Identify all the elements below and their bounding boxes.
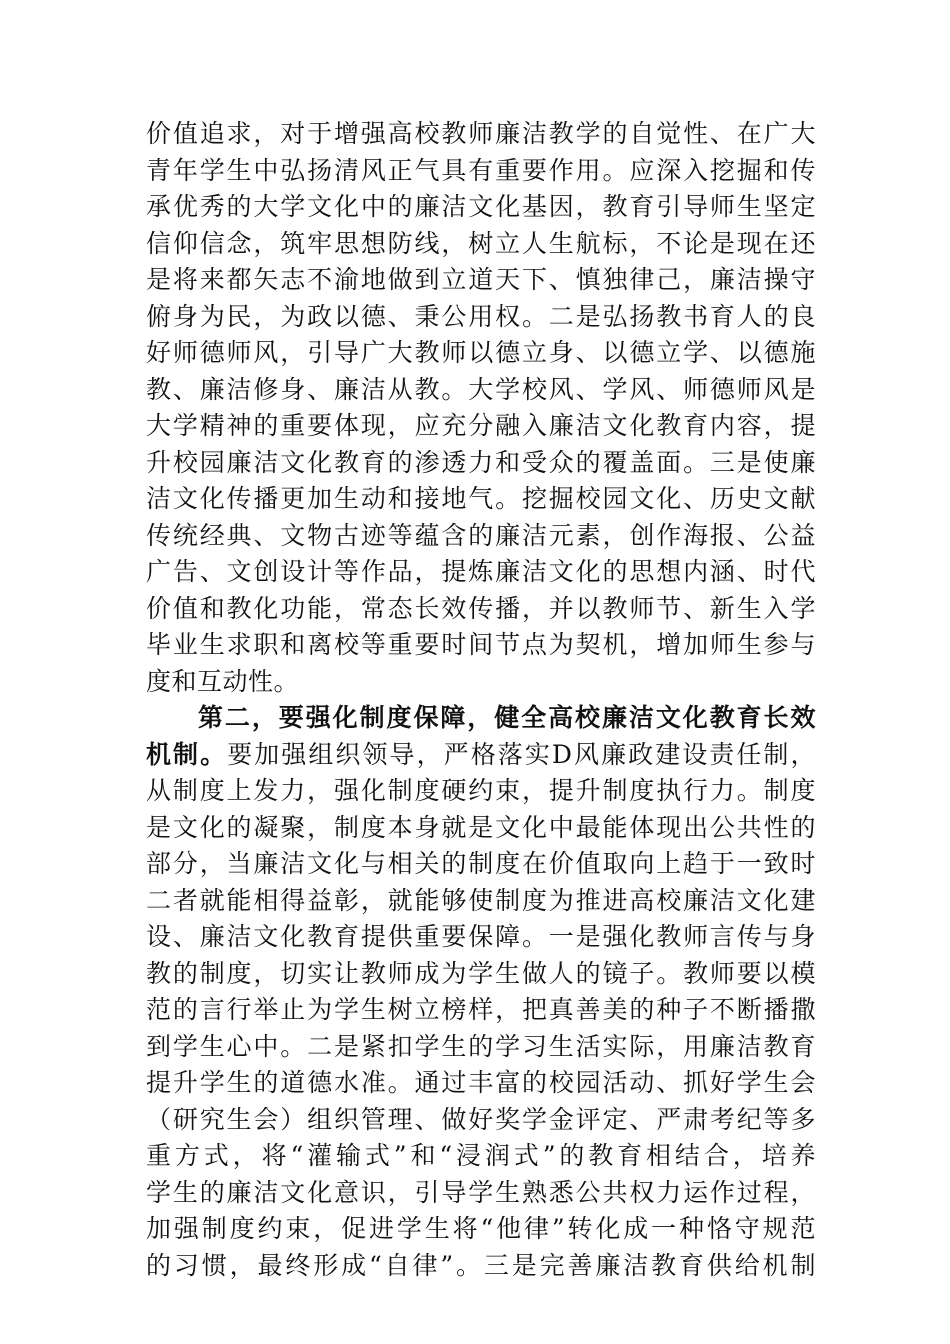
text-line: 洁文化传播更加生动和接地气。挖掘校园文化、历史文献 (146, 484, 816, 513)
text-line: 部分，当廉洁文化与相关的制度在价值取向上趋于一致时 (146, 849, 816, 878)
text-line: 青年学生中弘扬清风正气具有重要作用。应深入挖掘和传 (146, 155, 816, 185)
text-line: 二者就能相得益彰，就能够使制度为推进高校廉洁文化建 (146, 885, 816, 915)
text-line: 教、廉洁修身、廉洁从教。大学校风、学风、师德师风是 (146, 374, 816, 404)
text-line: 是将来都矢志不渝地做到立道天下、慎独律己，廉洁操守 (146, 265, 816, 294)
text-line: 承优秀的大学文化中的廉洁文化基因，教育引导师生坚定 (146, 192, 816, 221)
text-line (146, 737, 816, 774)
text-line: 广告、文创设计等作品，提炼廉洁文化的思想内涵、时代 (146, 557, 816, 586)
paragraph-2 (146, 700, 816, 1284)
text-span: 要加强组织领导，严格落实D风廉政建设责任制， (227, 739, 816, 769)
text-line: 价值追求，对于增强高校教师廉洁教学的自觉性、在广大 (146, 119, 816, 148)
text-line: 学生的廉洁文化意识，引导学生熟悉公共权力运作过程， (146, 1177, 816, 1207)
text-line: 设、廉洁文化教育提供重要保障。一是强化教师言传与身 (146, 922, 816, 951)
text-line: 是文化的凝聚，制度本身就是文化中最能体现出公共性的 (146, 812, 816, 842)
text-line: 加强制度约束，促进学生将“他律”转化成一种恪守规范 (146, 1214, 816, 1243)
text-line: 度和互动性。 (146, 666, 300, 696)
section-heading: 第二，要强化制度保障，健全高校廉洁文化教育长效 (198, 703, 816, 732)
text-line: 升校园廉洁文化教育的渗透力和受众的覆盖面。三是使廉 (146, 447, 816, 477)
text-line: 到学生心中。二是紧扣学生的学习生活实际，用廉洁教育 (146, 1031, 816, 1061)
paragraph-1 (146, 116, 816, 700)
section-heading-end: 机制。 (146, 739, 228, 769)
text-line: 范的言行举止为学生树立榜样，把真善美的种子不断播撒 (146, 995, 816, 1024)
text-line: 价值和教化功能，常态长效传播，并以教师节、新生入学 (146, 593, 816, 623)
text-line: 毕业生求职和离校等重要时间节点为契机，增加师生参与 (146, 630, 816, 659)
text-line: 俯身为民，为政以德、秉公用权。二是弘扬教书育人的良 (146, 301, 816, 331)
text-line: 传统经典、文物古迹等蕴含的廉洁元素，创作海报、公益 (146, 520, 816, 550)
text-line: 重方式，将“灌输式”和“浸润式”的教育相结合，培养 (146, 1141, 816, 1170)
text-line: 从制度上发力，强化制度硬约束，提升制度执行力。制度 (146, 776, 816, 805)
text-line: 教的制度，切实让教师成为学生做人的镜子。教师要以模 (146, 958, 816, 988)
document-body (146, 116, 816, 1284)
text-line: 信仰信念，筑牢思想防线，树立人生航标，不论是现在还 (146, 228, 816, 258)
text-line: 好师德师风，引导广大教师以德立身、以德立学、以德施 (146, 338, 816, 367)
text-line: （研究生会）组织管理、做好奖学金评定、严肃考纪等多 (146, 1104, 816, 1134)
text-line: 的习惯，最终形成“自律”。三是完善廉洁教育供给机制 (146, 1250, 816, 1280)
text-line: 提升学生的道德水准。通过丰富的校园活动、抓好学生会 (146, 1068, 816, 1097)
text-line: 大学精神的重要体现，应充分融入廉洁文化教育内容，提 (146, 411, 816, 440)
